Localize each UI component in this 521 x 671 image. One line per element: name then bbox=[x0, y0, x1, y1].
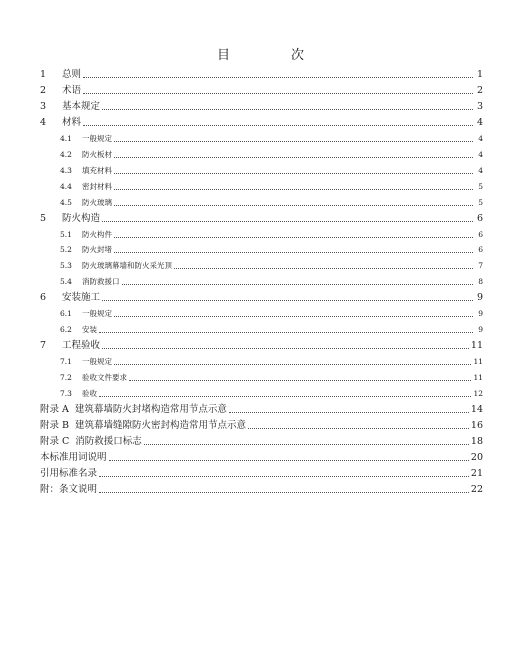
toc-entry-page: 4 bbox=[478, 165, 483, 175]
toc-entry-page: 8 bbox=[478, 277, 483, 287]
toc-leader-dots bbox=[114, 172, 473, 174]
toc-entry[interactable] bbox=[40, 338, 483, 352]
toc-entry-page: 11 bbox=[473, 373, 483, 383]
toc-entry-label: 一般规定 bbox=[82, 357, 112, 367]
toc-entry-label: 填充材料 bbox=[82, 165, 112, 175]
toc-entry-label: 防火构件 bbox=[82, 229, 112, 239]
toc-entry[interactable] bbox=[60, 306, 483, 320]
toc-entry-label: 安装施工 bbox=[62, 292, 101, 304]
toc-leader-dots bbox=[114, 188, 473, 190]
toc-entry-number: 3 bbox=[40, 100, 47, 112]
toc-entry-label: 密封材料 bbox=[82, 181, 112, 191]
toc-entry-page: 14 bbox=[470, 403, 483, 415]
toc-entry[interactable] bbox=[60, 195, 483, 209]
toc-entry-page: 4 bbox=[476, 116, 483, 128]
toc-entry-label: 一般规定 bbox=[82, 309, 112, 319]
toc-entry-page: 9 bbox=[478, 325, 483, 335]
toc-entry-number: 6.1 bbox=[60, 309, 72, 319]
toc-entry-number: 附录 A bbox=[40, 403, 69, 415]
toc-entry-label: 安装 bbox=[82, 325, 97, 335]
toc-entry[interactable] bbox=[40, 450, 483, 464]
toc-entry[interactable] bbox=[60, 370, 483, 384]
toc-entry[interactable] bbox=[60, 163, 483, 177]
toc-leader-dots bbox=[83, 124, 473, 126]
toc-entry[interactable] bbox=[40, 402, 483, 416]
toc-entry[interactable] bbox=[60, 227, 483, 241]
toc-leader-dots bbox=[144, 443, 469, 445]
toc-entry[interactable] bbox=[60, 147, 483, 161]
toc-entry-page: 4 bbox=[478, 149, 483, 159]
toc-leader-dots bbox=[83, 76, 473, 78]
toc-entry-page: 11 bbox=[473, 357, 483, 367]
toc-entry-number: 附录 C bbox=[40, 435, 70, 447]
toc-leader-dots bbox=[102, 299, 473, 301]
toc-entry-page: 18 bbox=[470, 435, 483, 447]
toc-entry-page: 21 bbox=[470, 467, 483, 479]
toc-entry[interactable] bbox=[40, 466, 483, 480]
toc-entry-number: 5.3 bbox=[60, 261, 72, 271]
toc-entry-label: 验收 bbox=[82, 389, 97, 398]
toc-entry-page: 4 bbox=[478, 133, 483, 143]
toc-entry[interactable] bbox=[60, 354, 483, 368]
toc-leader-dots bbox=[122, 283, 474, 285]
toc-entry[interactable] bbox=[60, 258, 483, 272]
toc-leader-dots bbox=[99, 491, 469, 493]
toc-entry[interactable] bbox=[60, 242, 483, 256]
toc-entry-label: 防火板材 bbox=[82, 149, 112, 159]
toc-entry-page: 5 bbox=[478, 197, 483, 207]
toc-entry-number: 附录 B bbox=[40, 419, 70, 431]
toc-entry[interactable] bbox=[40, 482, 483, 496]
toc-entry-number: 7 bbox=[40, 340, 47, 352]
toc-leader-dots bbox=[114, 140, 473, 142]
toc-entry-page: 22 bbox=[470, 483, 483, 495]
toc-leader-dots bbox=[102, 220, 473, 222]
toc-entry[interactable] bbox=[40, 434, 483, 448]
toc-entry-number: 1 bbox=[40, 69, 47, 80]
toc-leader-dots bbox=[229, 411, 469, 413]
toc-entry-label: 防火封堵 bbox=[82, 245, 112, 255]
toc-entry-page: 3 bbox=[476, 100, 483, 112]
toc-entry-label: 总则 bbox=[62, 69, 82, 80]
toc-entry-label: 防火构造 bbox=[62, 212, 101, 224]
toc-entry-number: 6 bbox=[40, 292, 47, 304]
toc-entry-label: 建筑幕墙防火封堵构造常用节点示意 bbox=[74, 403, 227, 415]
toc-entry-page: 16 bbox=[470, 419, 483, 431]
toc-entry-number: 7.2 bbox=[60, 373, 72, 383]
toc-entry-label: 防火玻璃幕墙和防火采光顶 bbox=[82, 261, 172, 271]
toc-entry-number: 7.3 bbox=[60, 389, 72, 398]
toc-entry-number: 7.1 bbox=[60, 357, 72, 367]
toc-entry-number: 4.3 bbox=[60, 165, 72, 175]
toc-entry-page: 5 bbox=[478, 181, 483, 191]
page-title: 目 次 bbox=[216, 48, 328, 63]
toc-leader-dots bbox=[129, 379, 471, 381]
toc-entry-page: 20 bbox=[470, 451, 483, 463]
toc-entry-number: 4.5 bbox=[60, 197, 72, 207]
toc-entry-label: 消防救援口 bbox=[82, 277, 120, 287]
toc-leader-dots bbox=[114, 156, 473, 158]
toc-entry-label: 基本规定 bbox=[62, 100, 101, 112]
toc-leader-dots bbox=[99, 475, 469, 477]
toc-entry-label: 引用标准名录 bbox=[40, 467, 98, 479]
toc-entry[interactable] bbox=[40, 418, 483, 432]
toc-leader-dots bbox=[114, 236, 473, 238]
toc-leader-dots bbox=[114, 315, 473, 317]
toc-entry-number: 6.2 bbox=[60, 325, 72, 335]
toc-entry-number: 5 bbox=[40, 212, 47, 224]
toc-entry-label: 附：条文说明 bbox=[40, 483, 98, 495]
toc-entry-number: 5.2 bbox=[60, 245, 72, 255]
toc-leader-dots bbox=[99, 395, 471, 397]
toc-entry-page: 6 bbox=[478, 245, 483, 255]
toc-entry-label: 消防救援口标志 bbox=[75, 435, 142, 447]
toc-leader-dots bbox=[102, 347, 469, 349]
toc-entry-label: 本标准用词说明 bbox=[40, 451, 107, 463]
toc-entry-label: 防火玻璃 bbox=[82, 197, 112, 207]
toc-entry-number: 5.4 bbox=[60, 277, 72, 287]
toc-leader-dots bbox=[114, 363, 471, 365]
toc-leader-dots bbox=[114, 251, 473, 253]
toc-entry[interactable] bbox=[40, 99, 483, 113]
toc-leader-dots bbox=[248, 427, 469, 429]
toc-leader-dots bbox=[114, 204, 473, 206]
toc-entry[interactable] bbox=[60, 274, 483, 288]
toc-leader-dots bbox=[99, 331, 473, 333]
toc-entry-number: 5.1 bbox=[60, 229, 72, 239]
toc-entry-number: 4 bbox=[40, 116, 47, 128]
toc-entry-label: 建筑幕墙缝隙防火密封构造常用节点示意 bbox=[75, 419, 247, 431]
toc-leader-dots bbox=[174, 267, 473, 269]
toc-entry[interactable] bbox=[40, 115, 483, 129]
toc-leader-dots bbox=[102, 108, 473, 110]
toc-entry[interactable] bbox=[60, 179, 483, 193]
toc-entry-page: 12 bbox=[473, 389, 483, 398]
toc-entry-page: 6 bbox=[476, 212, 483, 224]
toc-entry[interactable] bbox=[40, 211, 483, 225]
toc-leader-dots bbox=[109, 459, 469, 461]
toc-entry-page: 6 bbox=[478, 229, 483, 239]
toc-entry[interactable] bbox=[60, 322, 483, 336]
toc-entry-number: 4.1 bbox=[60, 133, 72, 143]
toc-entry[interactable] bbox=[40, 290, 483, 304]
toc-entry-label: 一般规定 bbox=[82, 133, 112, 143]
toc-entry-number: 4.4 bbox=[60, 181, 72, 191]
toc-entry-label: 材料 bbox=[62, 116, 82, 128]
toc-entry-page: 7 bbox=[478, 261, 483, 271]
toc-entry-label: 验收文件要求 bbox=[82, 373, 127, 383]
toc-entry[interactable] bbox=[40, 83, 483, 97]
toc-entry-label: 术语 bbox=[62, 84, 82, 96]
toc-entry-page: 9 bbox=[476, 292, 483, 304]
toc-entry-page: 11 bbox=[470, 340, 483, 352]
toc-entry-number: 2 bbox=[40, 84, 47, 96]
toc-entry-number: 4.2 bbox=[60, 149, 72, 159]
toc-entry-page: 2 bbox=[476, 84, 483, 96]
toc-entry[interactable] bbox=[60, 386, 483, 400]
toc-entry[interactable] bbox=[40, 67, 483, 81]
toc-entry-page: 1 bbox=[476, 69, 483, 80]
toc-entry-label: 工程验收 bbox=[62, 340, 101, 352]
toc-entry-page: 9 bbox=[478, 309, 483, 319]
toc-entry[interactable] bbox=[60, 131, 483, 145]
toc-leader-dots bbox=[83, 92, 473, 94]
